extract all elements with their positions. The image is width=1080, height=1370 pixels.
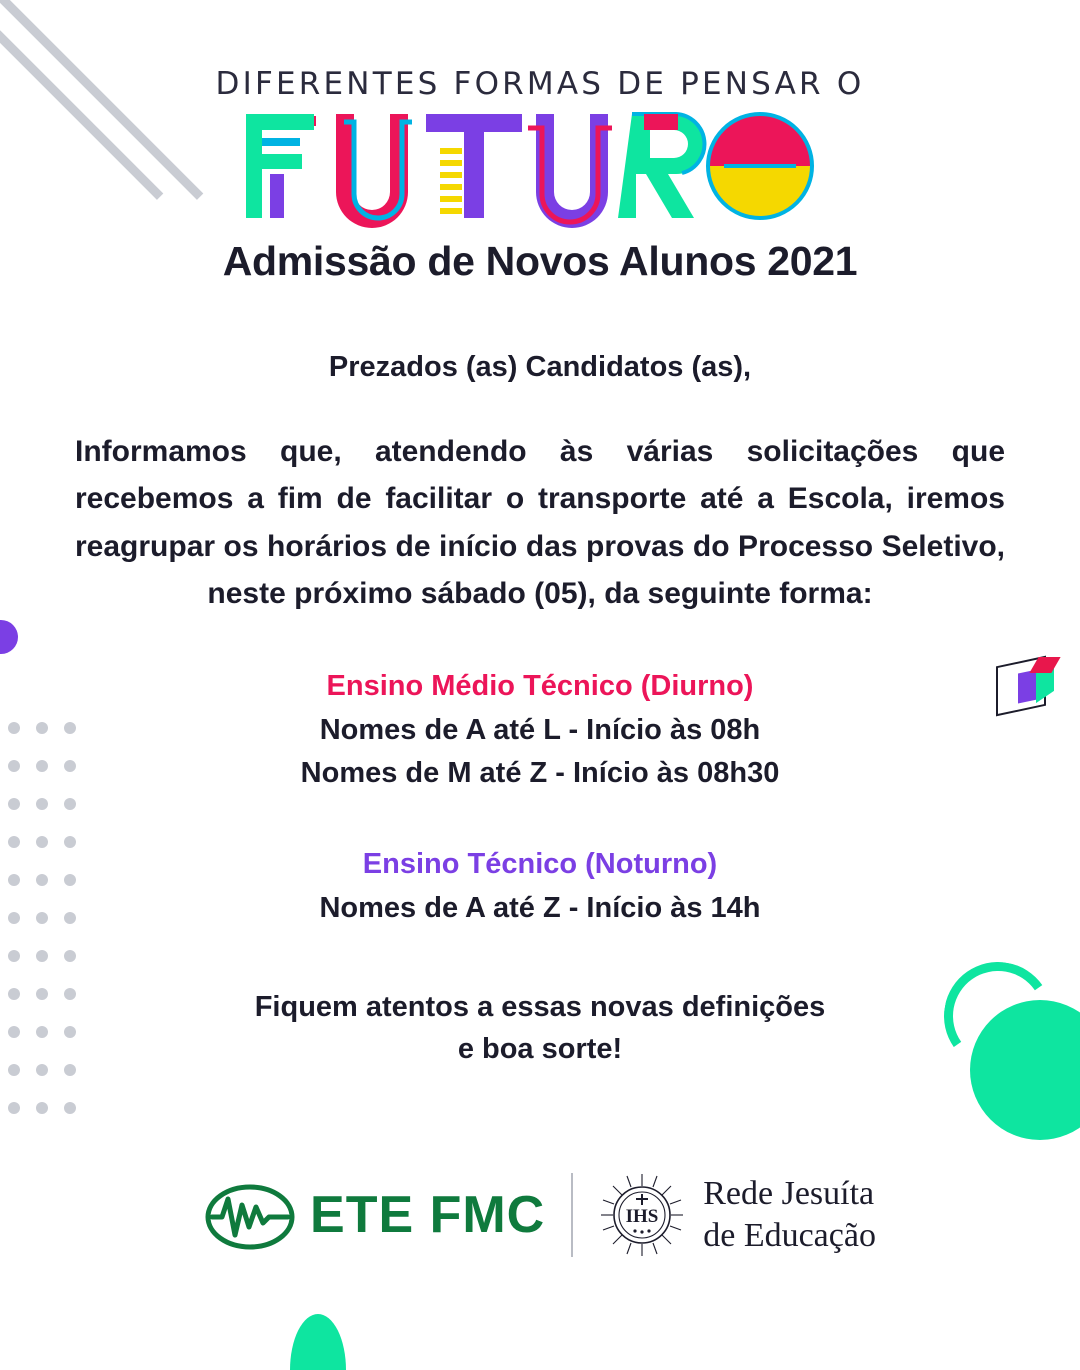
intro-paragraph: Informamos que, atendendo às várias solicitações que recebemos a fim de facilitar o transporte até a Escola, iremos reagrupar os horários de início das provas do Processo Seletivo, neste próximo sábado (05), da seguinte forma: (75, 435, 1005, 611)
schedule-line: Nomes de A até L - Início às 08h (319, 713, 761, 746)
closing-line-2: e boa sorte! (457, 1033, 623, 1066)
ete-fmc-logo (204, 1177, 545, 1253)
ihs-sunburst-seal-icon (599, 1172, 685, 1258)
greeting-text: Prezados (as) Candidatos (as), (328, 351, 752, 383)
jesuit-network-logo (599, 1172, 876, 1258)
ete-waveform-icon (204, 1177, 296, 1253)
jesuit-wordmark (703, 1173, 876, 1258)
poster-header (0, 0, 1080, 285)
closing-text (70, 986, 1010, 1070)
poster-body (70, 351, 1010, 1070)
svg-text:IHS: IHS (625, 1206, 659, 1227)
futuro-wordmark (240, 108, 840, 228)
jesuit-line-2: de Educação (703, 1217, 876, 1254)
closing-line-1: Fiquem atentos a essas novas definições (254, 991, 826, 1024)
purple-circle-decoration (0, 620, 18, 654)
footer-divider (571, 1173, 573, 1257)
schedule-line: Nomes de M até Z - Início às 08h30 (300, 757, 780, 790)
page-title: Admissão de Novos Alunos 2021 (222, 238, 858, 284)
jesuit-line-1: Rede Jesuíta (703, 1174, 875, 1212)
schedule-heading-night: Ensino Técnico (Noturno) (362, 847, 718, 880)
green-bottom-decoration (290, 1314, 346, 1370)
kicker-text: DIFERENTES FORMAS DE PENSAR O (215, 66, 865, 102)
schedule-block-night (70, 848, 1010, 931)
futuro-wordmark-svg (240, 108, 840, 228)
schedule-heading-daytime: Ensino Médio Técnico (Diurno) (326, 669, 754, 702)
schedule-line: Nomes de A até Z - Início às 14h (319, 891, 761, 924)
schedule-block-daytime (70, 670, 1010, 796)
footer-logos (0, 1172, 1080, 1258)
ete-fmc-wordmark: ETE FMC (310, 1186, 546, 1244)
